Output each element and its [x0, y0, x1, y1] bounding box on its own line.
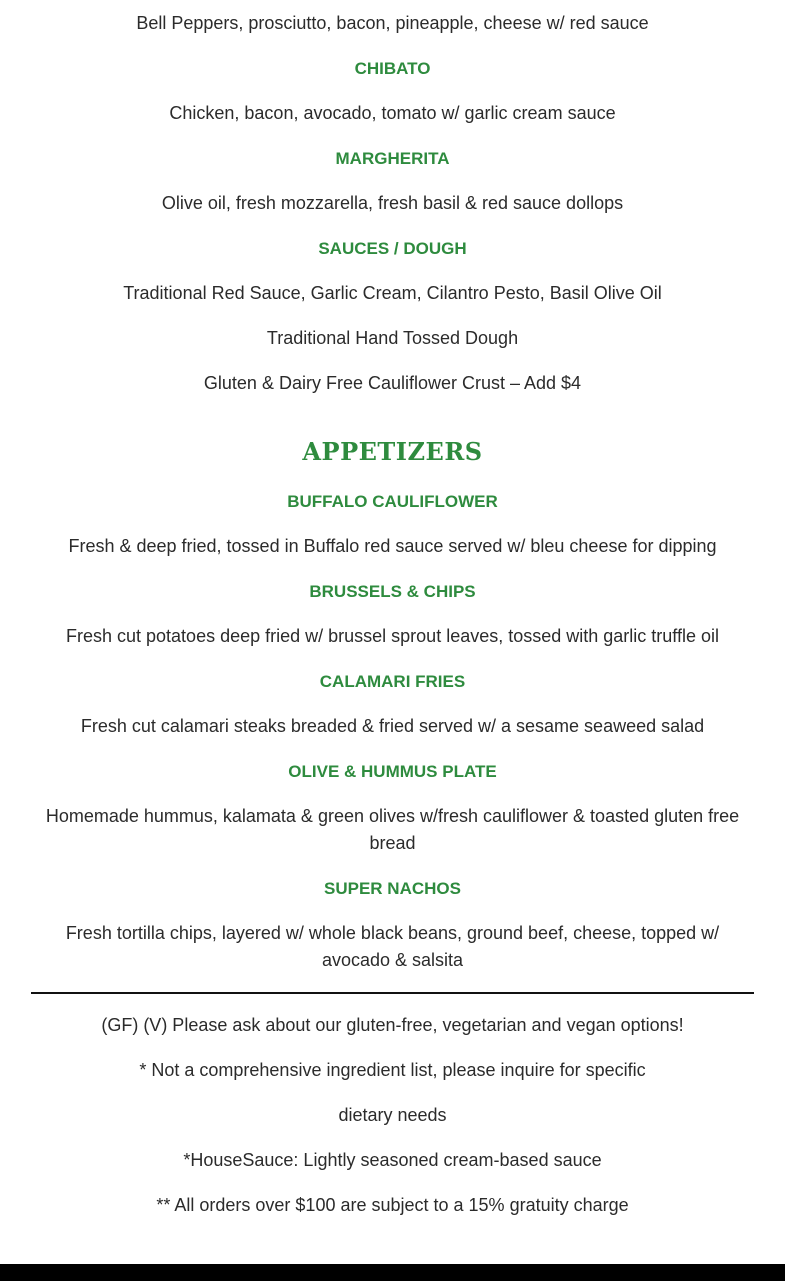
appetizer-description: Fresh cut calamari steaks breaded & fried served w/ a sesame seaweed salad: [80, 716, 705, 736]
pizza-description: Bell Peppers, prosciutto, bacon, pineapple, cheese w/ red sauce: [136, 13, 649, 33]
appetizer-description: Fresh cut potatoes deep fried w/ brussel sprout leaves, tossed with garlic truffle oil: [66, 626, 719, 646]
sauces-list: Traditional Red Sauce, Garlic Cream, Cilantro Pesto, Basil Olive Oil: [123, 283, 662, 303]
pizza-section-continued: [0, 0, 785, 397]
appetizer-name: BRUSSELS & CHIPS: [309, 582, 476, 601]
appetizer-name: CALAMARI FRIES: [319, 672, 466, 691]
note-ingredient-list: * Not a comprehensive ingredient list, please inquire for specific: [139, 1060, 646, 1080]
dough-option: Traditional Hand Tossed Dough: [266, 328, 519, 348]
pizza-name-chibato: CHIBATO: [354, 59, 431, 78]
menu-notes: [0, 1012, 785, 1219]
pizza-description-chibato: Chicken, bacon, avocado, tomato w/ garlic cream sauce: [169, 103, 616, 123]
note-dietary-needs: dietary needs: [338, 1105, 447, 1125]
footer-bar: [0, 1264, 785, 1281]
section-title-appetizers: APPETIZERS: [302, 437, 483, 466]
appetizers-section: [0, 437, 785, 974]
note-gratuity: ** All orders over $100 are subject to a 15% gratuity charge: [156, 1195, 629, 1215]
pizza-description-margherita: Olive oil, fresh mozzarella, fresh basil & red sauce dollops: [161, 193, 624, 213]
note-dietary-options: (GF) (V) Please ask about our gluten-free, vegetarian and vegan options!: [101, 1015, 684, 1035]
sauces-dough-heading: SAUCES / DOUGH: [318, 239, 467, 258]
appetizer-description: Fresh & deep fried, tossed in Buffalo red sauce served w/ bleu cheese for dipping: [68, 536, 717, 556]
note-house-sauce: *HouseSauce: Lightly seasoned cream-based sauce: [183, 1150, 602, 1170]
appetizer-name: BUFFALO CAULIFLOWER: [287, 492, 498, 511]
section-divider: [31, 992, 754, 994]
appetizer-name: OLIVE & HUMMUS PLATE: [288, 762, 497, 781]
appetizer-description: Fresh tortilla chips, layered w/ whole black beans, ground beef, cheese, topped w/ avocado & salsita: [65, 923, 720, 970]
appetizer-name: SUPER NACHOS: [324, 879, 461, 898]
pizza-name-margherita: MARGHERITA: [335, 149, 450, 168]
appetizer-description: Homemade hummus, kalamata & green olives w/fresh cauliflower & toasted gluten free bread: [45, 806, 740, 853]
crust-option: Gluten & Dairy Free Cauliflower Crust – Add $4: [203, 373, 582, 393]
